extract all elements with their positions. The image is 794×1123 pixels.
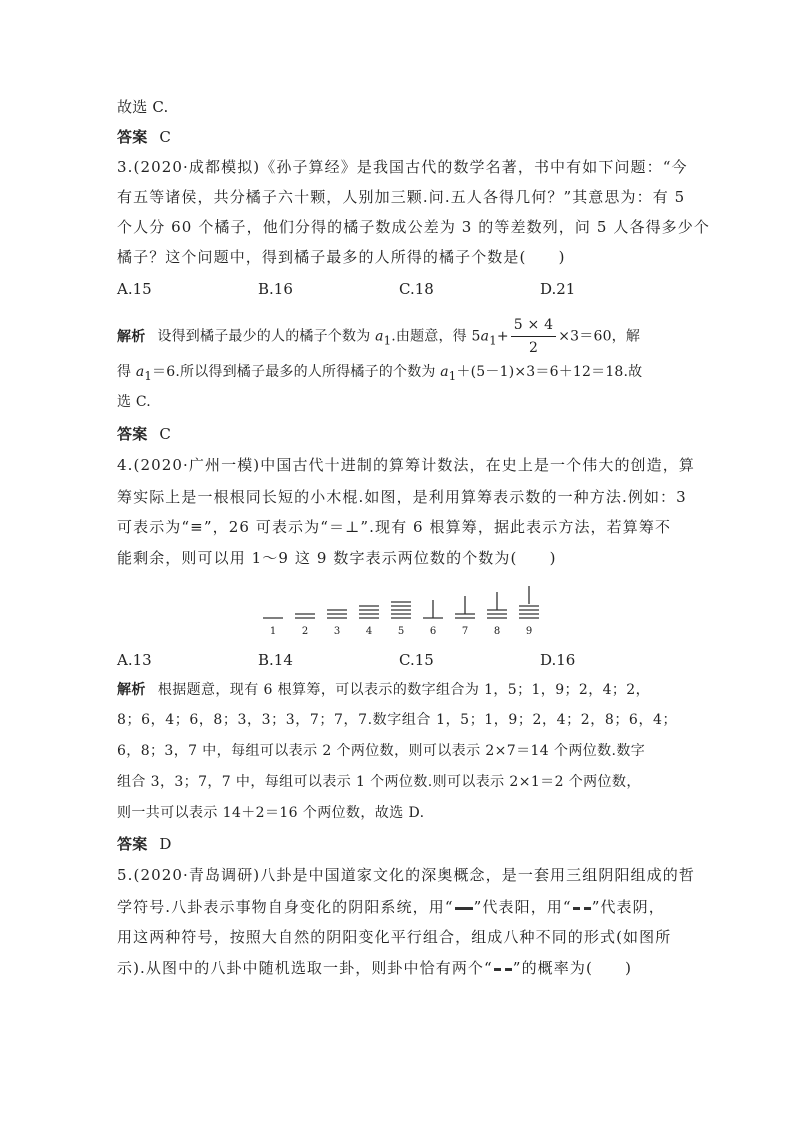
q4-line-1: 4.(2020·广州一模)中国古代十进制的算筹计数法，在史上是一个伟大的创造，算: [117, 456, 695, 474]
q3-option-d: D.21: [540, 280, 576, 298]
q5-line-2: 学符号.八卦表示事物自身变化的阴阳系统，用“ ”代表阳，用“ ”代表阴，: [117, 898, 665, 916]
rod-digit-2: 2: [291, 582, 319, 642]
rod-digit-3: 3: [323, 582, 351, 642]
rods-1-icon: [259, 582, 287, 626]
q4-solution-line-2: 8；6，4；6，8；3，3；3，7；7，7.数字组合 1，5；1，9；2，4；2，8；6，4；: [117, 712, 678, 728]
q3-solution-line-2: 得 $a_1=6$.所以得到橘子最多的人所得橘子的个数为 $a_1+(5-1)\times 3=6+12=18$.故: [117, 364, 643, 383]
rod-digit-4: 4: [355, 582, 383, 642]
answer-line-2: [117, 124, 171, 150]
q4-solution-line-4: 组合 3，3；7，7 中，每组可以表示 1 个两位数.则可以表示 2×1＝2 个两位数，: [117, 774, 641, 790]
q4-option-b: B.14: [258, 651, 293, 669]
yang-line-icon: [454, 903, 474, 913]
q5-line-3: 用这两种符号，按照大自然的阴阳变化平行组合，组成八种不同的形式(如图所: [117, 928, 672, 946]
q3-line-3: 个人分 60 个橘子，他们分得的橘子数成公差为 3 的等差数列，问 5 人各得多少个: [117, 218, 710, 236]
q4-option-c: C.15: [399, 651, 434, 669]
rod-digit-6: 6: [419, 582, 447, 642]
rod-digit-7: 7: [451, 582, 479, 642]
conclusion-line: 故选 C.: [117, 98, 169, 116]
counting-rods-figure: [255, 582, 545, 642]
q3-line-2: 有五等诸侯，共分橘子六十颗，人别加三颗.问.五人各得几何？”其意思为：有 5: [117, 188, 686, 206]
answer-value: C: [159, 128, 172, 146]
rods-5-icon: [387, 582, 415, 626]
q4-line-3: 可表示为“≡”，26 可表示为“＝⊥”.现有 6 根算筹，据此表示方法，若算筹不: [117, 518, 672, 536]
solution-label: 解析: [117, 328, 146, 345]
q3-option-b: B.16: [258, 280, 293, 298]
rods-9-icon: [515, 582, 543, 626]
q4-solution-line-3: 6，8；3，7 中，每组可以表示 2 个两位数，则可以表示 2×7＝14 个两位数.数字: [117, 743, 646, 759]
q4-solution-line-1: 解析 根据题意，现有 6 根算筹，可以表示的数字组合为 1，5；1，9；2，4；2，: [117, 682, 651, 698]
q3-option-c: C.18: [399, 280, 434, 298]
rods-2-icon: [291, 582, 319, 626]
rods-6-icon: [419, 582, 447, 626]
q3-option-a: A.15: [117, 280, 152, 298]
q4-line-2: 筹实际上是一根根同长短的小木棍.如图，是利用算筹表示数的一种方法.例如：3: [117, 488, 687, 506]
q4-option-d: D.16: [540, 651, 576, 669]
rods-7-icon: [451, 582, 479, 626]
fraction: $\frac{5 \times 4}{2}$: [511, 314, 556, 359]
q5-line-1: 5.(2020·青岛调研)八卦是中国道家文化的深奥概念，是一套用三组阴阳组成的哲: [117, 866, 695, 884]
q3-line-1: 3.(2020·成都模拟)《孙子算经》是我国古代的数学名著，书中有如下问题：“今: [117, 158, 688, 176]
q3-line-4: 橘子？这个问题中，得到橘子最多的人所得的橘子个数是( ): [117, 248, 566, 266]
rod-digit-9: 9: [515, 582, 543, 642]
rod-digit-5: 5: [387, 582, 415, 642]
rods-3-icon: [323, 582, 351, 626]
q4-line-4: 能剩余，则可以用 1～9 这 9 数字表示两位数的个数为( ): [117, 549, 557, 567]
q5-line-4: 示).从图中的八卦中随机选取一卦，则卦中恰有两个“ ”的概率为( ): [117, 959, 633, 977]
q4-option-a: A.13: [117, 651, 152, 669]
rod-digit-1: 1: [259, 582, 287, 642]
rods-4-icon: [355, 582, 383, 626]
yin-line-icon: [572, 903, 592, 913]
q3-solution-line-1: 解析 设得到橘子最少的人的橘子个数为 $a_1$.由题意，得 $5a_1+$ $\frac{5 \times 4}{2}$ ×3＝60，解: [117, 314, 640, 359]
answer-line-4: 答案 D: [117, 835, 172, 853]
answer-line-3: 答案 C: [117, 425, 172, 443]
rod-digit-8: 8: [483, 582, 511, 642]
q3-solution-line-3: 选 C.: [117, 394, 151, 410]
q4-solution-line-5: 则一共可以表示 14＋2＝16 个两位数，故选 D.: [117, 805, 425, 821]
answer-label: 答案: [117, 128, 148, 146]
rods-8-icon: [483, 582, 511, 626]
yin-line-icon: [493, 964, 513, 974]
